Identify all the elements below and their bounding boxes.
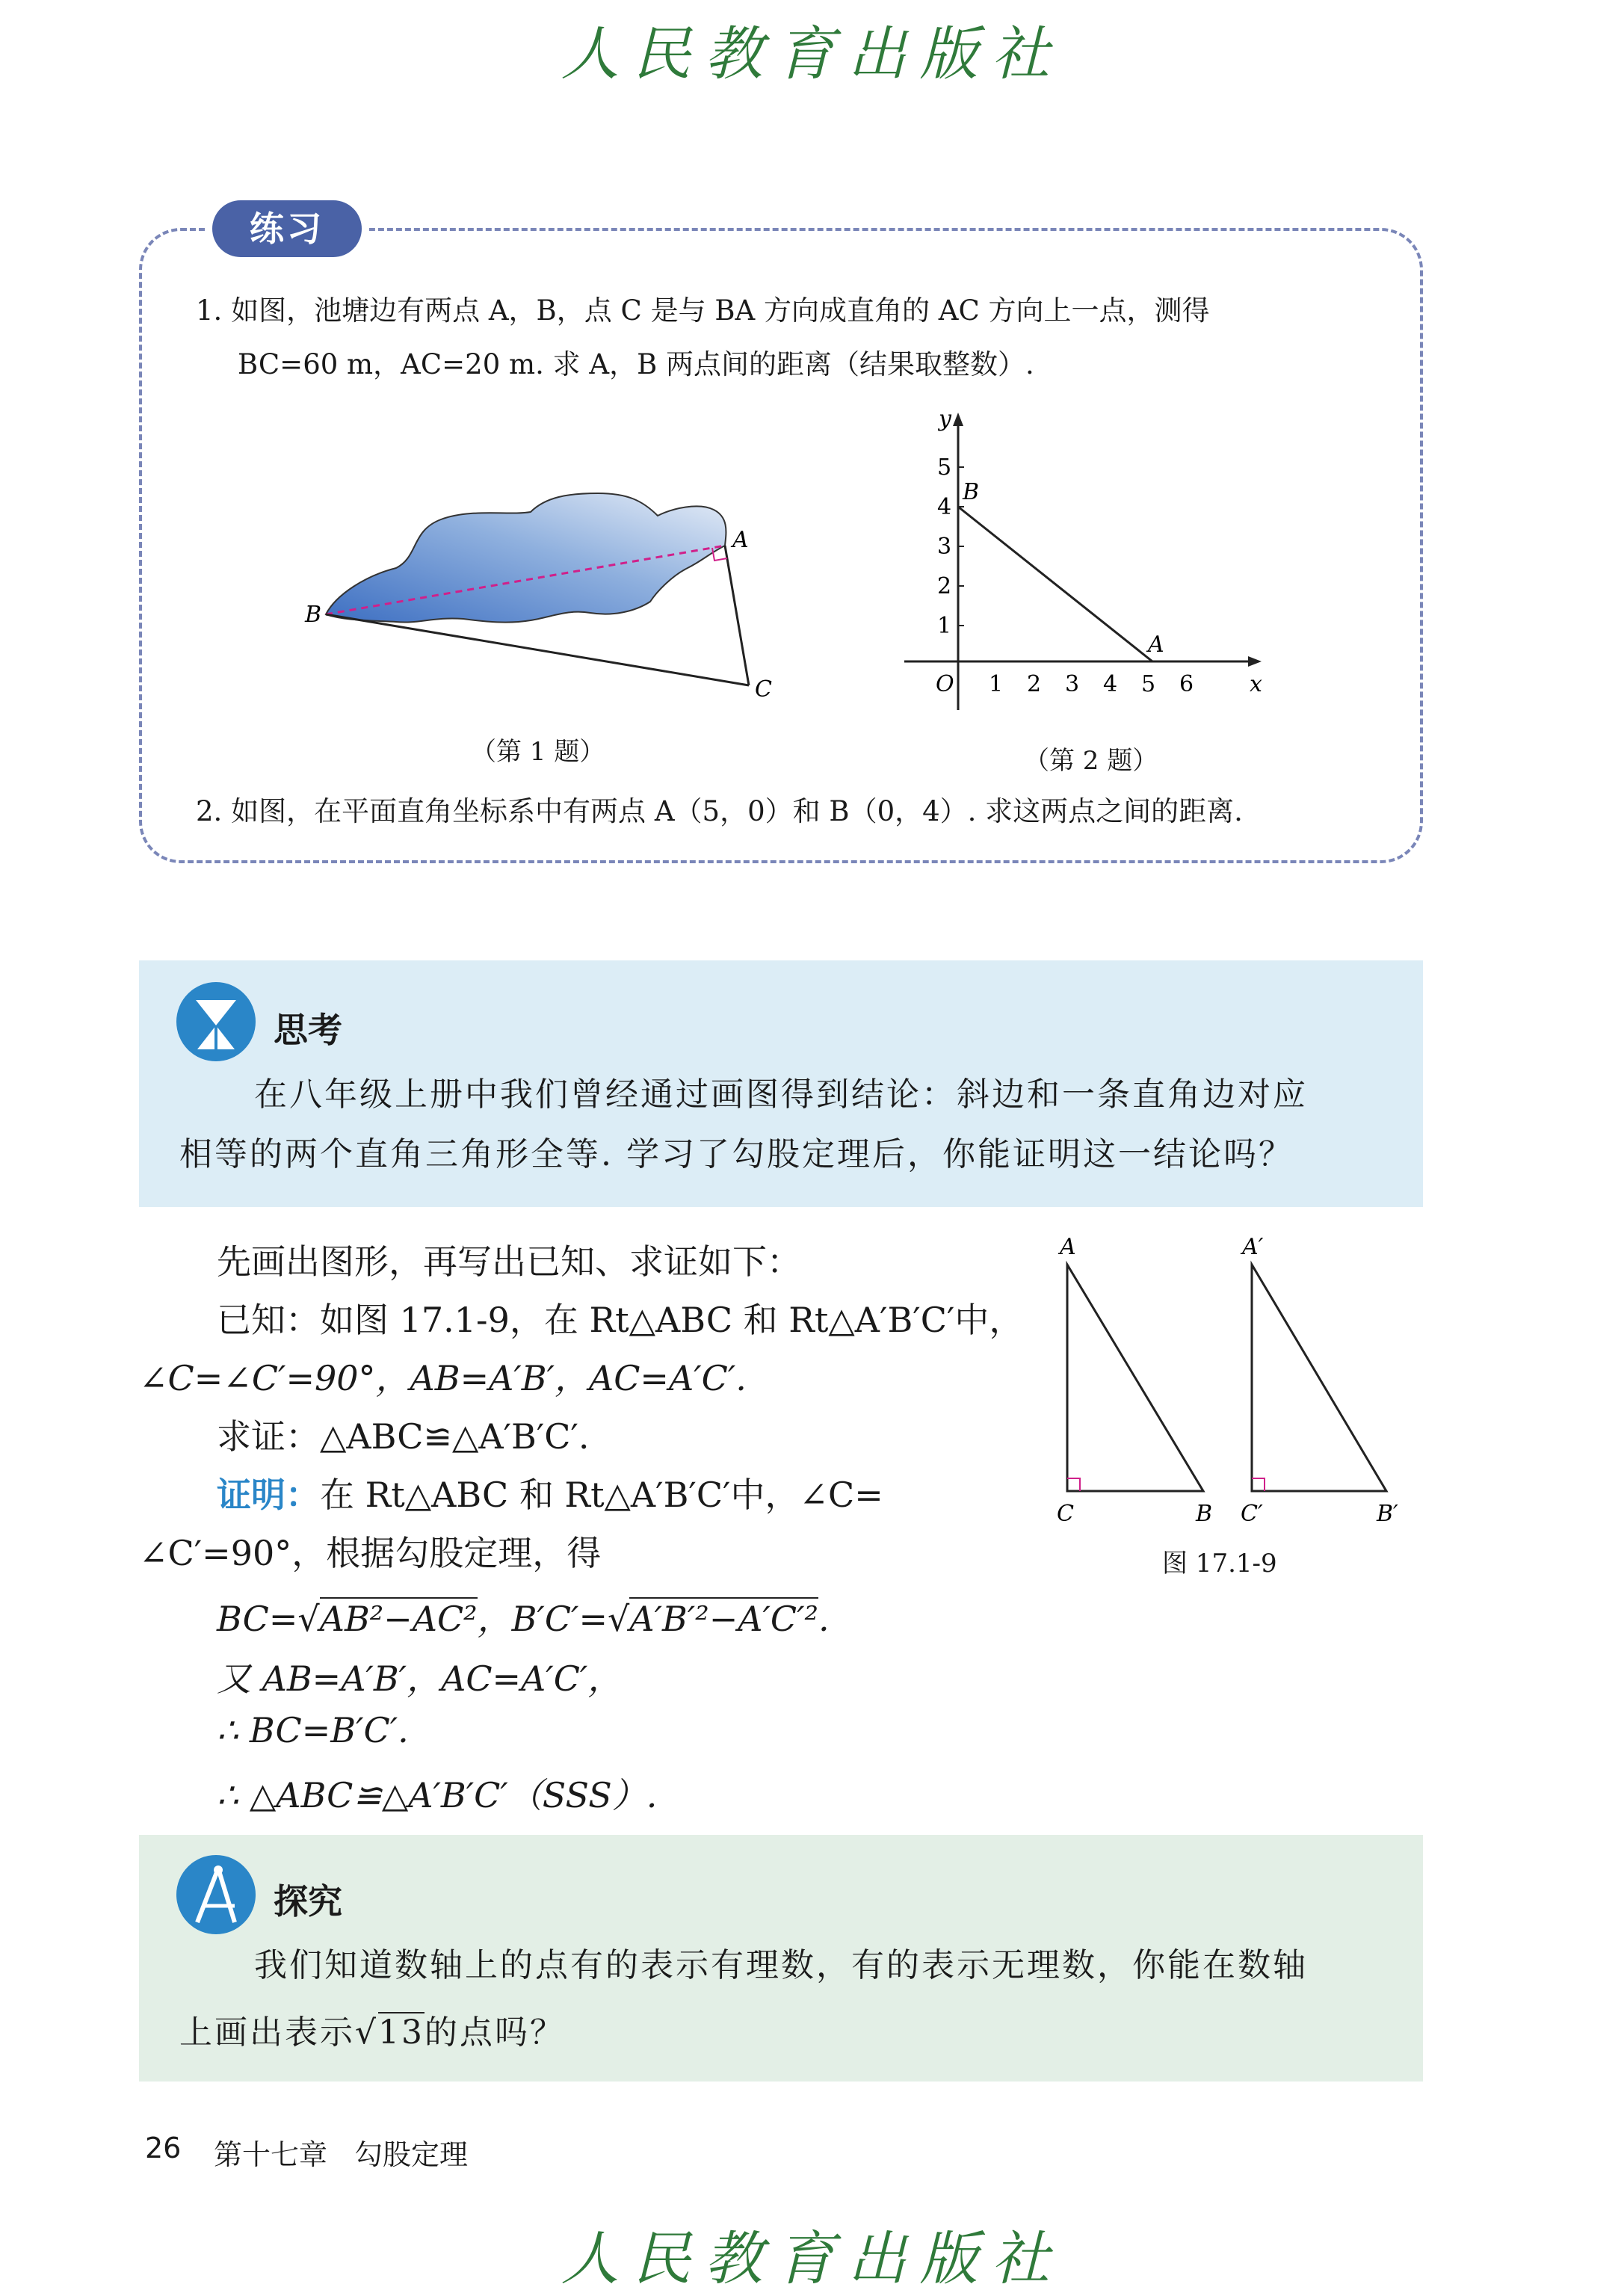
segment-BA-plot bbox=[958, 507, 1152, 661]
explore-line-1: 我们知道数轴上的点有的表示有理数，有的表示无理数，你能在数轴 bbox=[254, 1946, 1308, 1984]
publisher-watermark-top: 人民教育出版社 bbox=[561, 21, 1063, 88]
figure-2-caption: （第 2 题） bbox=[1024, 746, 1158, 776]
figure-17-1-9-caption: 图 17.1-9 bbox=[1162, 1549, 1277, 1578]
practice-badge: 练习 bbox=[212, 200, 362, 257]
x-tick-3: 3 bbox=[1065, 671, 1080, 697]
label-C: C bbox=[755, 676, 772, 703]
chapter-label: 第十七章 bbox=[214, 2138, 328, 2171]
segment-BC bbox=[326, 614, 749, 685]
proof-intro: 先画出图形，再写出已知、求证如下： bbox=[217, 1241, 801, 1282]
x-axis-label: x bbox=[1250, 671, 1262, 697]
therefore-line-1: ∴ BC=B′C′. bbox=[217, 1710, 409, 1750]
y-tick-2: 2 bbox=[937, 573, 952, 599]
triangle-A2B2C2 bbox=[1252, 1265, 1386, 1491]
explore-line-2-start: 上画出表示 bbox=[179, 2013, 355, 2052]
publisher-watermark-bottom: 人民教育出版社 bbox=[561, 2226, 1063, 2293]
right-angle-C bbox=[1067, 1478, 1080, 1491]
think-line-2: 相等的两个直角三角形全等. 学习了勾股定理后，你能证明这一结论吗？ bbox=[179, 1135, 1294, 1173]
sqrt-sign-2: √ bbox=[608, 1599, 630, 1639]
sqrt-sign-1: √ bbox=[297, 1599, 320, 1639]
triangles-figure bbox=[1046, 1226, 1420, 1532]
x-tick-5: 5 bbox=[1141, 671, 1156, 697]
given-line-2: ∠C=∠C′=90°，AB=A′B′，AC=A′C′. bbox=[139, 1358, 747, 1398]
section-label: 勾股定理 bbox=[354, 2138, 469, 2171]
y-tick-1: 1 bbox=[937, 613, 952, 639]
y-tick-labels bbox=[937, 454, 951, 639]
explore-title: 探究 bbox=[274, 1881, 342, 1922]
think-icon bbox=[175, 981, 257, 1063]
proof-line-1-text: 在 Rt△ABC 和 Rt△A′B′C′中，∠C= bbox=[320, 1475, 883, 1515]
period: . bbox=[818, 1599, 830, 1639]
origin-label: O bbox=[936, 671, 954, 697]
coordinate-figure bbox=[889, 404, 1278, 718]
right-angle-C2 bbox=[1252, 1478, 1265, 1491]
x-axis-arrow bbox=[1248, 656, 1262, 667]
label-B: B bbox=[1196, 1501, 1213, 1527]
y-axis-arrow bbox=[953, 413, 963, 426]
x-tick-1: 1 bbox=[989, 671, 1004, 697]
pythagoras-line bbox=[217, 1592, 830, 1641]
label-C-prime: C′ bbox=[1241, 1501, 1263, 1527]
x-tick-4: 4 bbox=[1103, 671, 1118, 697]
think-line-1: 在八年级上册中我们曾经通过画图得到结论：斜边和一条直角边对应 bbox=[254, 1076, 1308, 1114]
pond-figure bbox=[284, 463, 807, 725]
sqrt-sign-3: √ bbox=[355, 2013, 379, 2052]
explore-line-2 bbox=[179, 2003, 565, 2063]
proof-label: 证明： bbox=[217, 1475, 320, 1515]
segment-AC bbox=[725, 546, 749, 685]
therefore-line-2: ∴ △ABC≌△A′B′C′（SSS）. bbox=[217, 1775, 658, 1815]
given-line-1: 已知：如图 17.1-9，在 Rt△ABC 和 Rt△A′B′C′中， bbox=[217, 1300, 1024, 1340]
y-tick-3: 3 bbox=[937, 534, 952, 560]
question-1-line-2: BC=60 m，AC=20 m. 求 A，B 两点间的距离（结果取整数）. bbox=[238, 348, 1034, 380]
also-line: 又 AB=A′B′，AC=A′C′， bbox=[217, 1658, 623, 1699]
point-A-label: A bbox=[1148, 632, 1164, 658]
label-B-prime: B′ bbox=[1377, 1501, 1398, 1527]
figure-1-caption: （第 1 题） bbox=[471, 737, 605, 767]
y-tick-4: 4 bbox=[937, 494, 952, 520]
label-A-prime: A′ bbox=[1242, 1234, 1264, 1260]
explore-line-2-end: 的点吗？ bbox=[424, 2013, 566, 2052]
prove-statement: 求证：△ABC≌△A′B′C′. bbox=[217, 1416, 590, 1457]
x-tick-labels bbox=[989, 671, 1194, 697]
bc-eq: BC= bbox=[217, 1599, 298, 1639]
y-axis-label: y bbox=[939, 406, 951, 432]
radicand-13: 13 bbox=[378, 2013, 425, 2052]
y-tick-5: 5 bbox=[937, 454, 952, 481]
x-tick-2: 2 bbox=[1027, 671, 1042, 697]
b-prime-c-prime-eq: ，B′C′= bbox=[477, 1599, 608, 1639]
page-number: 26 bbox=[145, 2132, 182, 2164]
point-B-label: B bbox=[963, 479, 980, 505]
label-A: A bbox=[1060, 1234, 1076, 1260]
proof-line-1 bbox=[217, 1468, 883, 1517]
question-1-line-1: 1. 如图，池塘边有两点 A，B，点 C 是与 BA 方向成直角的 AC 方向上一点，测得 bbox=[196, 294, 1210, 327]
explore-icon bbox=[175, 1854, 257, 1936]
label-B: B bbox=[305, 602, 322, 628]
question-2: 2. 如图，在平面直角坐标系中有两点 A（5，0）和 B（0，4）. 求这两点之间的距离. bbox=[196, 795, 1243, 827]
label-A: A bbox=[732, 527, 749, 553]
proof-line-2: ∠C′=90°，根据勾股定理，得 bbox=[139, 1533, 602, 1573]
think-title: 思考 bbox=[274, 1010, 342, 1050]
radicand-2: A′B′²−A′C′² bbox=[629, 1599, 818, 1639]
label-C: C bbox=[1057, 1501, 1074, 1527]
radicand-1: AB²−AC² bbox=[319, 1599, 478, 1639]
x-tick-6: 6 bbox=[1179, 671, 1194, 697]
triangle-ABC bbox=[1067, 1265, 1203, 1491]
